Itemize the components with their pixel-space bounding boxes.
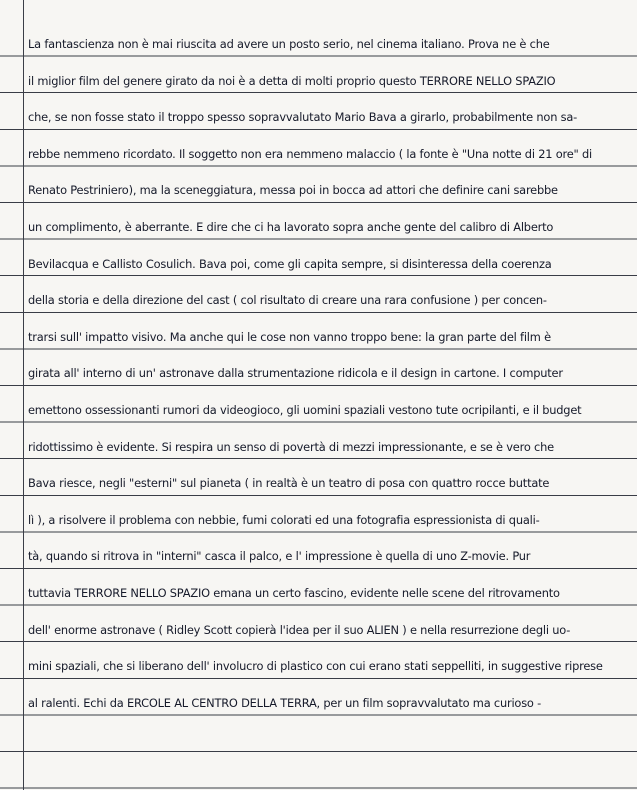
text-line: La fantascienza non è mai riuscita ad avere un posto serio, nel cinema italiano. Prova ne è che: [28, 37, 550, 51]
text-line: al ralenti. Echi da ERCOLE AL CENTRO DELLA TERRA, per un film sopravvalutato ma curioso -: [28, 695, 542, 710]
handwritten-text: [28, 26, 632, 721]
text-line: dell' enorme astronave ( Ridley Scott copierà l'idea per il suo ALIEN ) e nella resurrezione degli uo-: [28, 622, 571, 637]
text-line: un complimento, è aberrante. E dire che ci ha lavorato sopra anche gente del calibro di Alberto: [28, 219, 554, 234]
text-line: mini spaziali, che si liberano dell' involucro di plastico con cui erano stati seppelliti, in suggestive riprese: [28, 659, 603, 674]
text-line: Bevilacqua e Callisto Cosulich. Bava poi, come gli capita sempre, si disinteressa della coerenza: [28, 256, 552, 271]
text-line: lì ), a risolvere il problema con nebbie, fumi colorati ed una fotografia espressionista di quali-: [28, 512, 540, 527]
text-line: Renato Pestriniero), ma la sceneggiatura, messa poi in bocca ad attori che definire cani sarebbe: [28, 183, 558, 198]
text-line: Bava riesce, negli "esterni" sul pianeta ( in realtà è un teatro di posa con quattro rocce buttate: [28, 476, 550, 491]
margin-line: [23, 0, 24, 790]
text-line: il miglior film del genere girato da noi è a detta di molti proprio questo TERRORE NELLO SPAZIO: [28, 73, 556, 88]
text-line: tà, quando si ritrova in "interni" casca il palco, e l' impressione è quella di uno Z-movie. Pur: [28, 549, 531, 564]
text-line: tuttavia TERRORE NELLO SPAZIO emana un certo fascino, evidente nelle scene del ritrovamento: [28, 585, 560, 600]
text-line: trarsi sull' impatto visivo. Ma anche qui le cose non vanno troppo bene: la gran parte del film è: [28, 329, 551, 344]
text-line: della storia e della direzione del cast ( col risultato di creare una rara confusione ) per concen-: [28, 293, 547, 308]
text-line: che, se non fosse stato il troppo spesso sopravvalutato Mario Bava a girarlo, probabilmente non sa-: [28, 110, 578, 125]
text-line: rebbe nemmeno ricordato. Il soggetto non era nemmeno malaccio ( la fonte è "Una notte di 21 ore" di: [28, 146, 593, 161]
text-line: girata all' interno di un' astronave dalla strumentazione ridicola e il design in cartone. I computer: [28, 366, 563, 381]
text-line: emettono ossessionanti rumori da videogioco, gli uomini spaziali vestono tute ocripilanti, e il budget: [28, 402, 582, 417]
text-line: ridottissimo è evidente. Si respira un senso di povertà di mezzi impressionante, e se è vero che: [28, 439, 554, 454]
